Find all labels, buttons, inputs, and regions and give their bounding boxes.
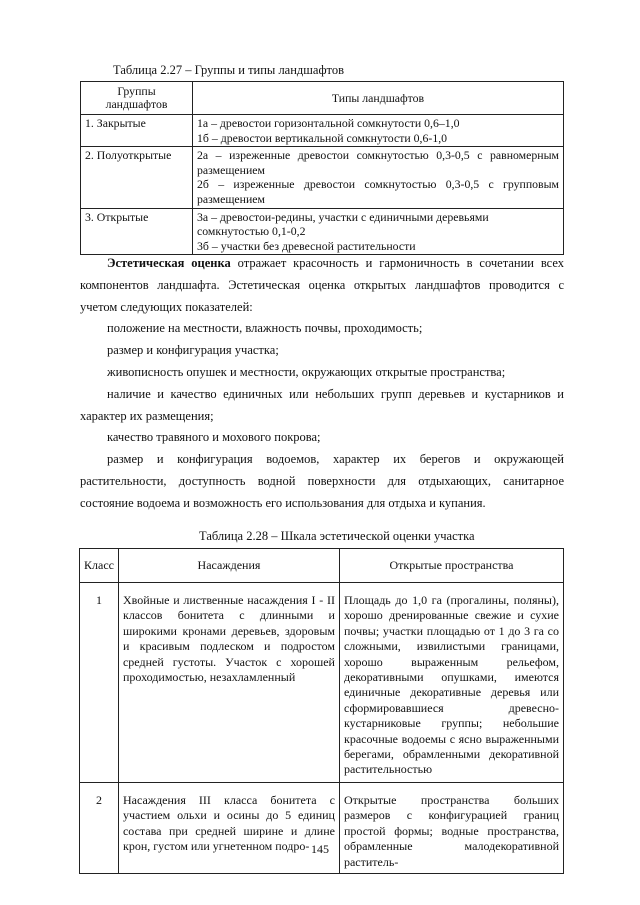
- open-spaces-cell: Открытые пространства больших размеров с конфигурацией границ простой формы; водные пространства, обрамленные малодекоративной раститель-: [339, 782, 563, 873]
- list-item: живописность опушек и местности, окружающих открытые пространства;: [107, 364, 506, 379]
- type-line: 2а – изреженные древостои сомкнутостью 0,3-0,5 с равномерным размещением: [197, 148, 559, 177]
- plantings-cell: Насаждения III класса бонитета с участием ольхи и осины до 5 единиц состава при средней ширине и длине крон, густом или угнетенном подро-: [118, 782, 339, 873]
- types-cell: [193, 115, 564, 147]
- table1-caption: Таблица 2.27 – Группы и типы ландшафтов: [113, 63, 344, 77]
- table2-caption: Таблица 2.28 – Шкала эстетической оценки участка: [199, 529, 475, 543]
- list-item: положение на местности, влажность почвы, проходимость;: [107, 321, 423, 336]
- type-line: 3а – древостои-редины, участки с единичными деревьями сомкнутостью 0,1-0,2: [197, 209, 489, 239]
- header-plantings: Насаждения: [118, 549, 339, 583]
- group-cell: 3. Открытые: [81, 208, 193, 255]
- header-groups: Группы ландшафтов: [81, 82, 193, 115]
- table-row: [81, 147, 564, 208]
- aesthetic-scale-table: [79, 548, 564, 874]
- table-row: [81, 208, 564, 255]
- group-cell: 1. Закрытые: [81, 115, 193, 147]
- paragraph-text: отражает красочность и гармоничность в сочетании всех компонентов ландшафта. Эстетическая оценка открытых ландшафтов проводится с учетом следующих показателей:: [80, 256, 564, 314]
- type-line: 1б – древостои вертикальной сомкнутости 0,6-1,0: [197, 130, 448, 145]
- group-cell: 2. Полуоткрытые: [81, 147, 193, 208]
- list-item: размер и конфигурация водоемов, характер их берегов и окружающей растительности, доступность водной поверхности для отдыхающих, санитарное состояние водоема и возможность его использования для отдыха и купания.: [80, 452, 564, 510]
- types-cell: [193, 208, 564, 255]
- plantings-cell: Хвойные и лиственные насаждения I - II классов бонитета с длинными и широкими кронами деревьев, здоровым и красивым подлеском и подростом средней густоты. Участок с хорошей проходимостью, незахламленный: [118, 583, 339, 783]
- header-class: Класс: [80, 549, 119, 583]
- term-bold: Эстетическая оценка: [107, 256, 231, 270]
- table-row: [80, 583, 564, 783]
- type-line: 3б – участки без древесной растительности: [197, 238, 416, 253]
- table-row: [80, 782, 564, 873]
- header-types: Типы ландшафтов: [193, 82, 564, 115]
- types-cell: [193, 147, 564, 208]
- type-line: 2б – изреженные древостои сомкнутостью 0,3-0,5 с групповым размещением: [197, 177, 559, 206]
- paragraph-aesthetic: [80, 253, 564, 318]
- class-cell: 2: [80, 782, 119, 873]
- list-item: наличие и качество единичных или небольших групп деревьев и кустарников и характер их размещения;: [80, 386, 564, 423]
- body-text: [80, 253, 564, 515]
- landscape-groups-table: [80, 81, 564, 255]
- type-line: 1а – древостои горизонтальной сомкнутости 0,6–1,0: [197, 116, 460, 130]
- list-item: размер и конфигурация участка;: [107, 343, 279, 358]
- table-header-row: [81, 82, 564, 115]
- table-row: [81, 115, 564, 147]
- list-item: качество травяного и мохового покрова;: [107, 430, 321, 445]
- open-spaces-cell: Площадь до 1,0 га (прогалины, поляны), хорошо дренированные свежие и сухие почвы; участки площадью от 1 до 3 га со сложными, извилистыми границами, хорошо выраженным рельефом, декоративными опушками, имеются единичные декоративные деревья или сформировавшиеся древесно-кустарниковые группы; небольшие красочные водоемы с ясно выраженными берегами, обрамленными декоративной растительностью: [339, 583, 563, 783]
- class-cell: 1: [80, 583, 119, 783]
- page-number: 145: [311, 842, 329, 856]
- table-header-row: [80, 549, 564, 583]
- header-open-spaces: Открытые пространства: [339, 549, 563, 583]
